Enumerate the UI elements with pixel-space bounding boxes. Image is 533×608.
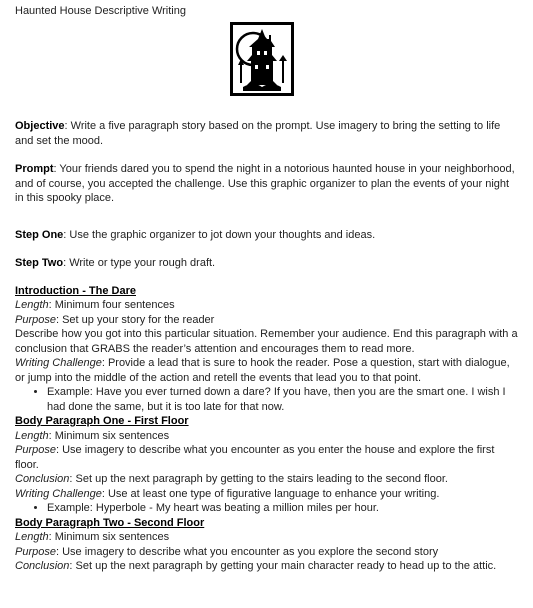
body-one-purpose: Purpose: Use imagery to describe what you encounter as you enter the house and explore the first floor. [15,444,495,471]
intro-describe: Describe how you got into this particular situation. Remember your audience. End this paragraph with a conclusion that GRABS the reader’s attention and encourages them to read more. [15,328,518,355]
haunted-house-icon [230,22,294,96]
intro-challenge: Writing Challenge: Provide a lead that is sure to hook the reader. Pose a question, start with dialogue, or jump into the middle of the action and retell the events that lead you to that point. [15,357,510,384]
step-two-paragraph [15,256,520,271]
body-one-length: Length: Minimum six sentences [15,429,170,442]
intro-section [15,284,520,415]
body-two-section [15,516,520,574]
step-two-label: Step Two [15,257,64,269]
intro-purpose: Purpose: Set up your story for the reader [15,313,215,326]
body-two-heading: Body Paragraph Two - Second Floor [15,516,205,529]
prompt-label: Prompt [15,163,54,175]
objective-paragraph [15,119,520,148]
intro-heading: Introduction - The Dare [15,284,136,297]
intro-example-list [15,385,520,414]
body-one-challenge: Writing Challenge: Use at least one type of figurative language to enhance your writing. [15,487,440,500]
objective-text: : Write a five paragraph story based on the prompt. Use imagery to bring the setting to life and set the mood. [15,120,501,147]
logo-container [3,22,520,96]
body-one-conclusion: Conclusion: Set up the next paragraph by getting to the stairs leading to the second floor. [15,473,448,485]
document-title: Haunted House Descriptive Writing [15,5,186,17]
intro-length: Length: Minimum four sentences [15,299,175,311]
document-page [15,4,520,574]
step-one-text: : Use the graphic organizer to jot down your thoughts and ideas. [63,228,376,241]
list-item: • Example: Hyperbole - My heart was beating a million miles per hour. [47,501,520,516]
list-item: • Example: Have you ever turned down a dare? If you have, then you are the smart one. I wish I had done the same, but it is too late for that now. [47,385,520,414]
prompt-text: : Your friends dared you to spend the night in a notorious haunted house in your neighborhood, and of course, you accepted the challenge. Use this graphic organizer to plan the events of your night in this spooky place. [15,163,515,204]
body-two-conclusion: Conclusion: Set up the next paragraph by getting your main character ready to head up to the attic. [15,560,497,572]
prompt-paragraph [15,162,520,206]
body-one-example-list [15,501,520,516]
step-two-text: : Write or type your rough draft. [63,257,216,269]
body-one-section [15,414,520,516]
step-one-paragraph [15,228,520,243]
body-two-length: Length: Minimum six sentences [15,531,170,543]
objective-label: Objective [15,120,65,132]
step-one-label: Step One [15,228,64,241]
body-two-purpose: Purpose: Use imagery to describe what you encounter as you explore the second story [15,545,439,558]
body-one-heading: Body Paragraph One - First Floor [15,415,189,427]
